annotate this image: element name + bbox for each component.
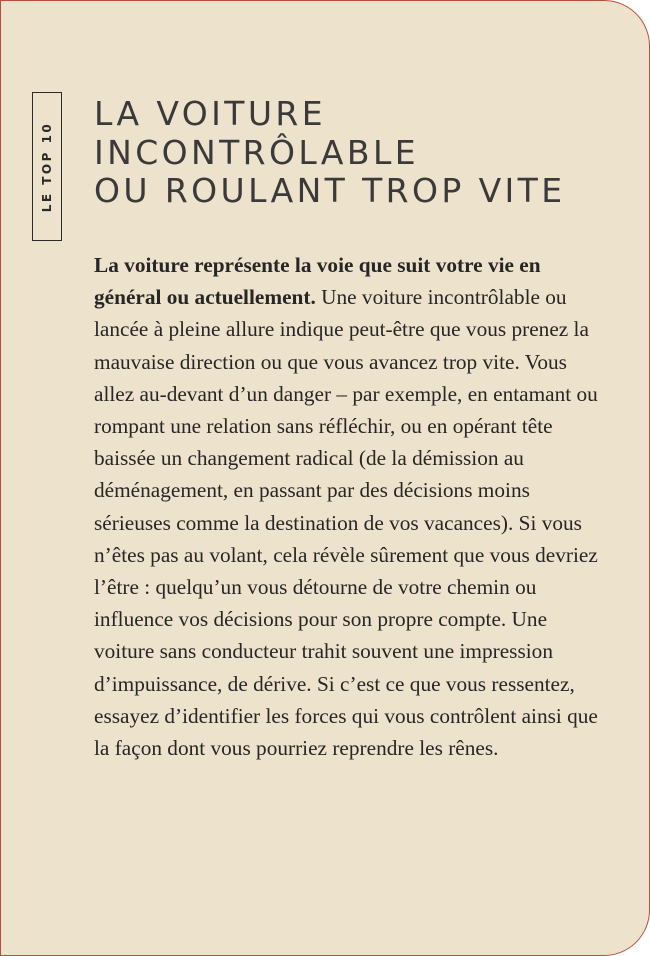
title-line-2: INCONTRÔLABLE — [94, 132, 419, 172]
title-line-1: LA VOITURE — [94, 94, 326, 133]
body-lead: La voiture représente la voie que suit votre vie en général ou actuellement. — [94, 253, 541, 310]
body-text: Une voiture incontrôlable ou lancée à pleine allure indique peut-être que vous prenez la mauvaise direction ou que vous avancez trop vite. Vous allez au-devant d’un danger – par exemple, en entamant ou rompant une relation sans réfléchir, ou en opérant tête baissée un changement radical (de la démission au déménagement, en passant par des décisions moins sérieuses comme la destination de vos vacances). Si vous n’êtes pas au volant, cela révèle sûrement que vous devriez l’être : quelqu’un vous détourne de votre chemin ou influence vos décisions pour son propre compte. Une voiture sans conducteur trahit souvent une impression d’impuissance, de dérive. Si c’est ce que vous ressentez, essayez d’identifier les forces qui vous contrôlent ainsi que la façon dont vous pourriez reprendre les rênes. — [94, 285, 598, 761]
page-title — [94, 95, 634, 211]
section-tag-label: LE TOP 10 — [40, 121, 54, 212]
body-paragraph — [94, 249, 609, 764]
section-tag — [32, 92, 62, 241]
title-line-3: OU ROULANT TROP VITE — [94, 171, 566, 210]
